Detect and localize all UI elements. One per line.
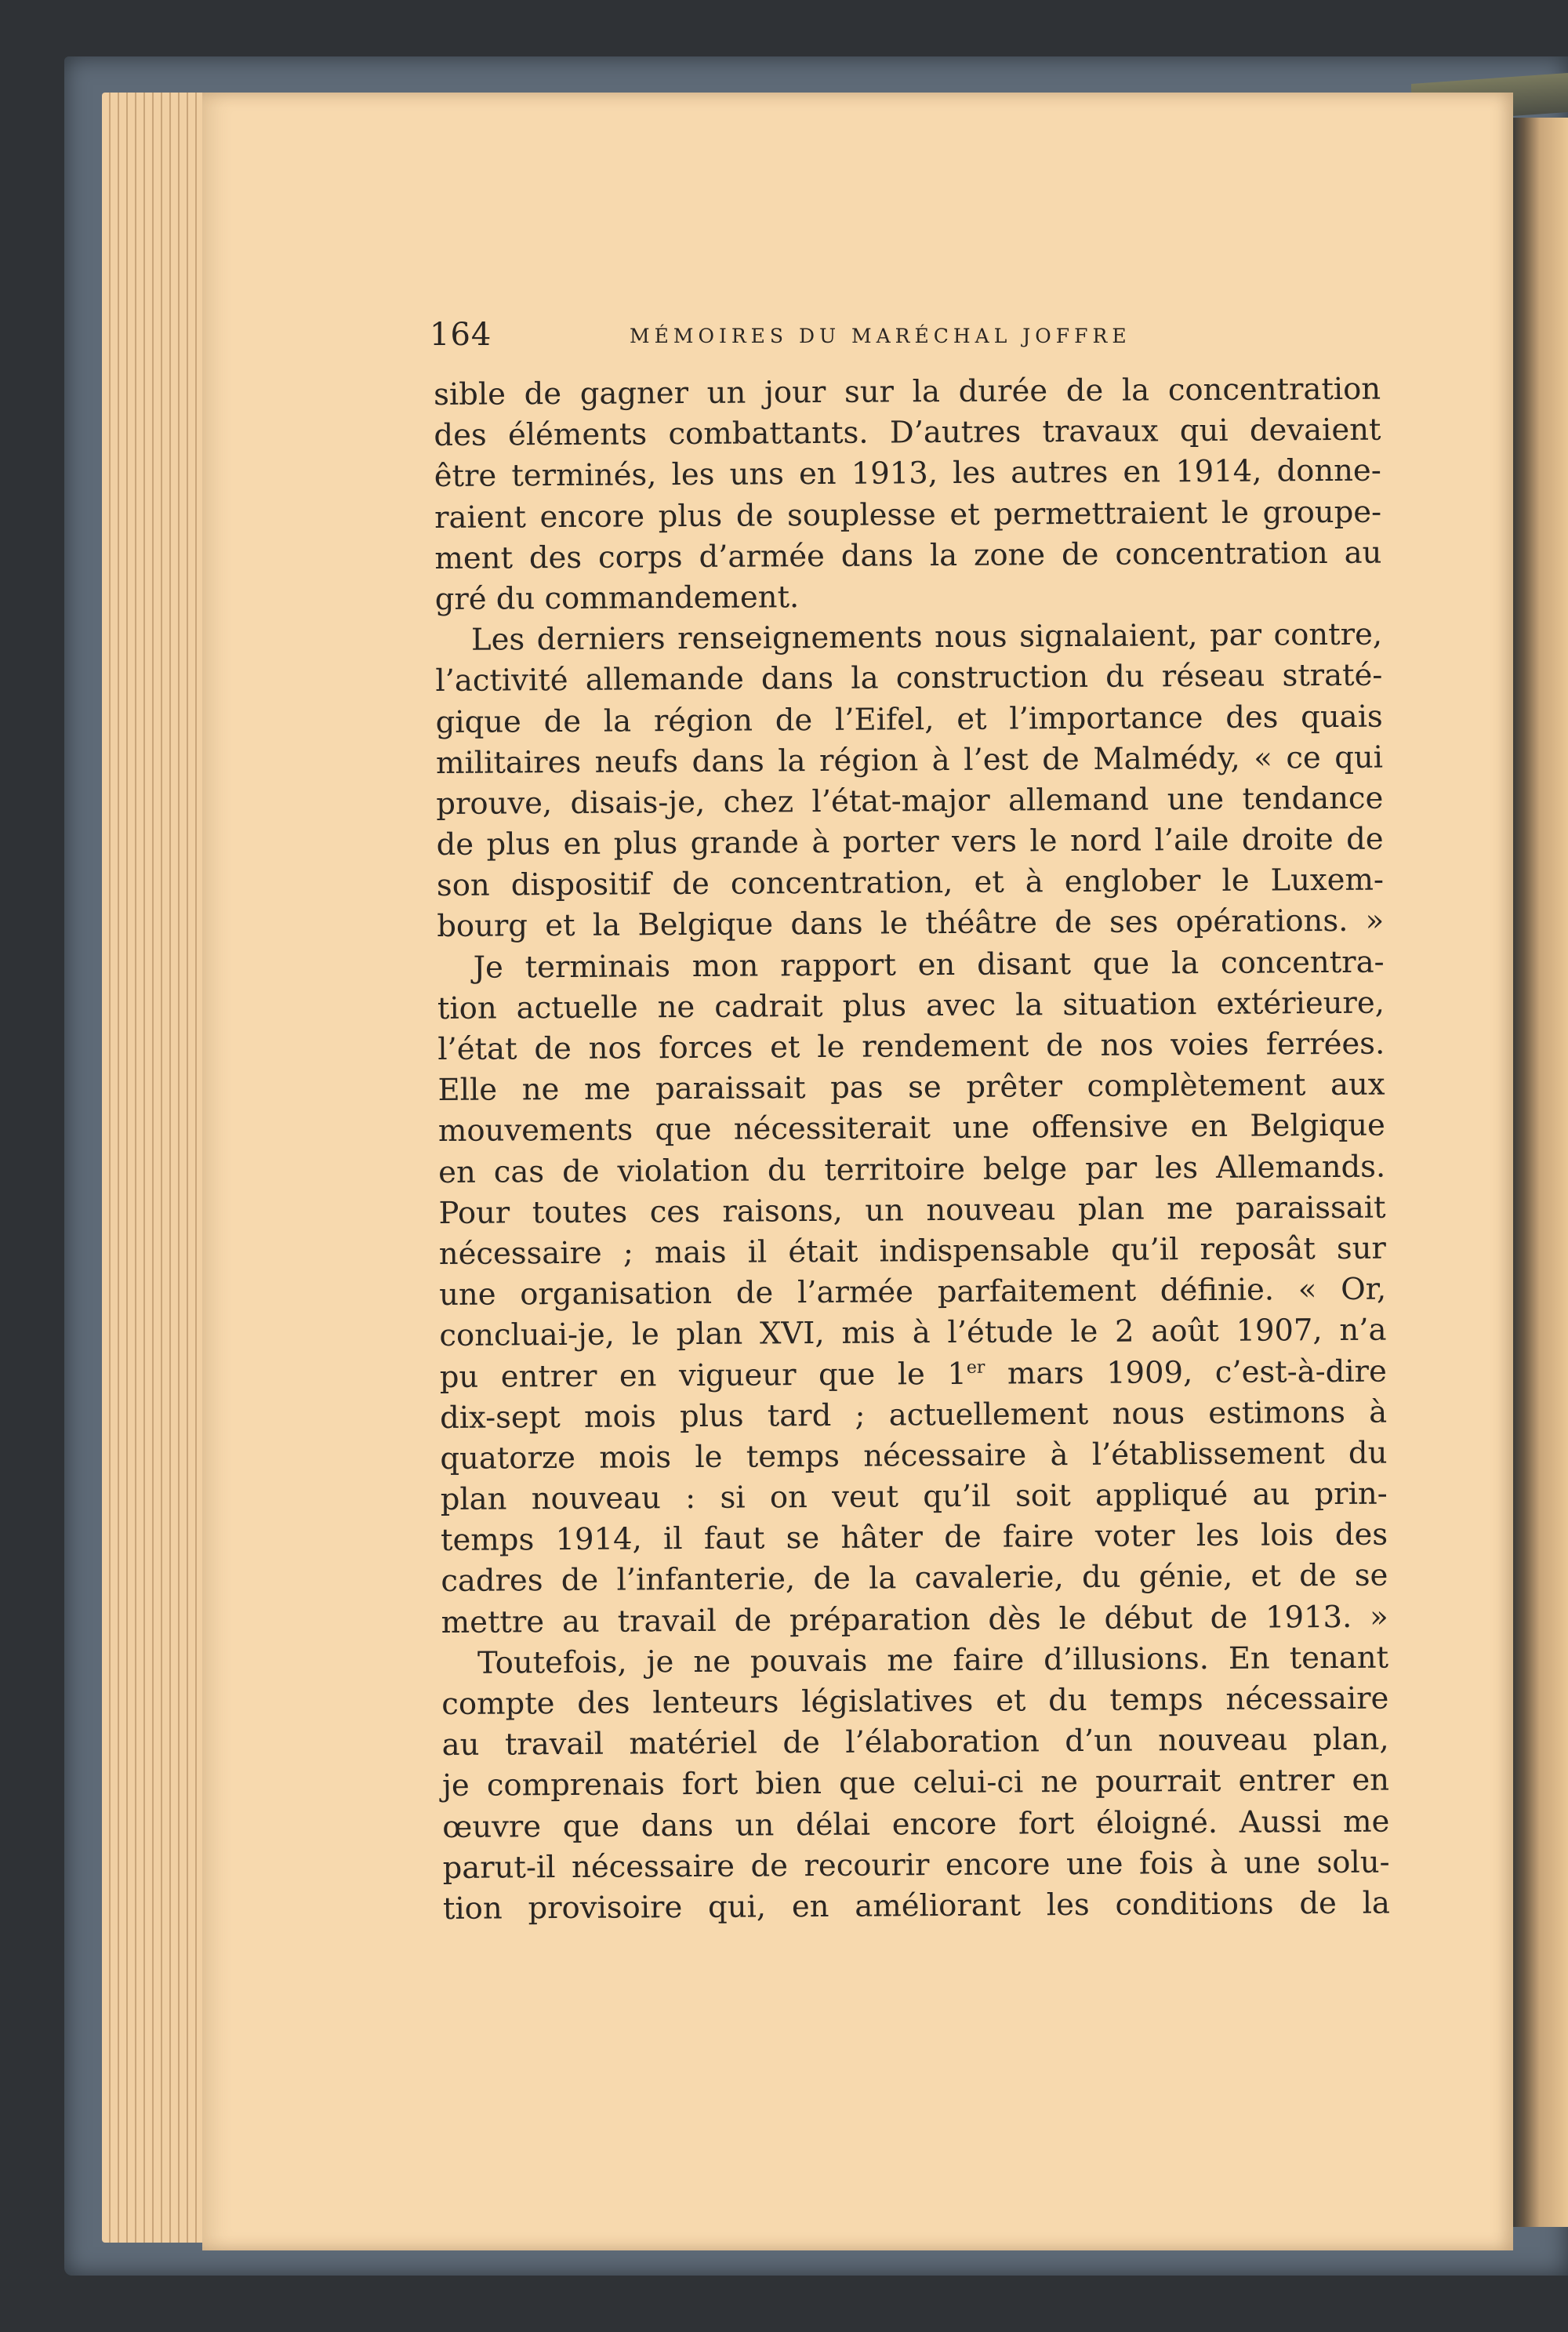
text-line: en cas de violation du territoire belge par les Allemands. xyxy=(438,1149,1386,1190)
superscript-ordinal: er xyxy=(966,1357,985,1378)
text-line: je comprenais fort bien que celui-ci ne pourrait entrer en xyxy=(441,1762,1390,1804)
text-line: des éléments combattants. D’autres travaux qui devaient xyxy=(434,412,1381,454)
text-line: plan nouveau : si on veut qu’il soit appliqué au prin- xyxy=(440,1476,1388,1518)
line-end: mars 1909, c’est-à-dire xyxy=(985,1353,1387,1392)
line-start: pu entrer en vigueur que le 1 xyxy=(439,1356,967,1395)
text-line: cadres de l’infanterie, de la cavalerie, du génie, et de se xyxy=(441,1558,1388,1600)
text-line: au travail matériel de l’élaboration d’un nouveau plan, xyxy=(441,1721,1389,1764)
text-line: mettre au travail de préparation dès le début de 1913. » xyxy=(441,1599,1388,1640)
text-line: de plus en plus grande à porter vers le nord l’aile droite de xyxy=(436,821,1384,863)
text-line: son dispositif de concentration, et à englober le Luxem- xyxy=(436,862,1385,904)
text-line: tion actuelle ne cadrait plus avec la situation extérieure, xyxy=(437,985,1385,1026)
text-line: bourg et la Belgique dans le théâtre de ses opérations. » xyxy=(437,903,1385,945)
text-line: raient encore plus de souplesse et permettraient le groupe- xyxy=(434,494,1382,536)
page-body-text xyxy=(434,369,1390,1930)
text-line: sible de gagner un jour sur la durée de la concentration xyxy=(434,371,1381,412)
text-line: tion provisoire qui, en améliorant les conditions de la xyxy=(442,1885,1391,1927)
text-line: temps 1914, il faut se hâter de faire voter les lois des xyxy=(440,1517,1388,1559)
text-line: œuvre que dans un délai encore fort éloigné. Aussi me xyxy=(442,1803,1390,1845)
text-line: Je terminais mon rapport en disant que la concentra- xyxy=(473,944,1385,986)
text-line: une organisation de l’armée parfaitement définie. « Or, xyxy=(439,1271,1387,1313)
text-line: militaires neufs dans la région à l’est de Malmédy, « ce qui xyxy=(435,739,1384,781)
text-line: nécessaire ; mais il était indispensable qu’il reposât sur xyxy=(438,1230,1386,1272)
text-line: gique de la région de l’Eifel, et l’importance des quais xyxy=(435,699,1383,740)
text-line: Toutefois, je ne pouvais me faire d’illusions. En tenant xyxy=(477,1640,1389,1681)
text-line: compte des lenteurs législatives et du temps nécessaire xyxy=(441,1680,1389,1722)
running-title: MÉMOIRES DU MARÉCHAL JOFFRE xyxy=(630,325,1131,347)
text-line: l’activité allemande dans la construction du réseau straté- xyxy=(435,657,1383,699)
text-line: être terminés, les uns en 1913, les autres en 1914, donne- xyxy=(434,452,1381,495)
text-line: l’état de nos forces et le rendement de nos voies ferrées. xyxy=(437,1026,1385,1067)
text-line-with-superscript xyxy=(440,1351,1387,1398)
text-line: dix-sept mois plus tard ; actuellement nous estimons à xyxy=(439,1394,1388,1436)
text-line: Les derniers renseignements nous signalaient, par contre, xyxy=(470,616,1383,658)
text-line: concluai-je, le plan XVI, mis à l’étude le 2 août 1907, n’a xyxy=(439,1312,1387,1354)
text-line: ment des corps d’armée dans la zone de concentration au xyxy=(434,535,1382,576)
book-gutter xyxy=(1513,118,1568,2227)
text-line: Elle ne me paraissait pas se prêter complètement aux xyxy=(437,1066,1385,1109)
text-line: mouvements que nécessiterait une offensive en Belgique xyxy=(437,1107,1386,1150)
page-header xyxy=(430,317,1480,364)
text-line: gré du commandement. xyxy=(434,579,800,617)
text-line: parut-il nécessaire de recourir encore une fois à une solu- xyxy=(442,1844,1390,1886)
page-number: 164 xyxy=(430,317,492,353)
text-line: prouve, disais-je, chez l’état-major allemand une tendance xyxy=(436,780,1384,822)
text-line: quatorze mois le temps nécessaire à l’établissement du xyxy=(440,1435,1388,1477)
text-line: Pour toutes ces raisons, un nouveau plan me paraissait xyxy=(438,1190,1386,1231)
